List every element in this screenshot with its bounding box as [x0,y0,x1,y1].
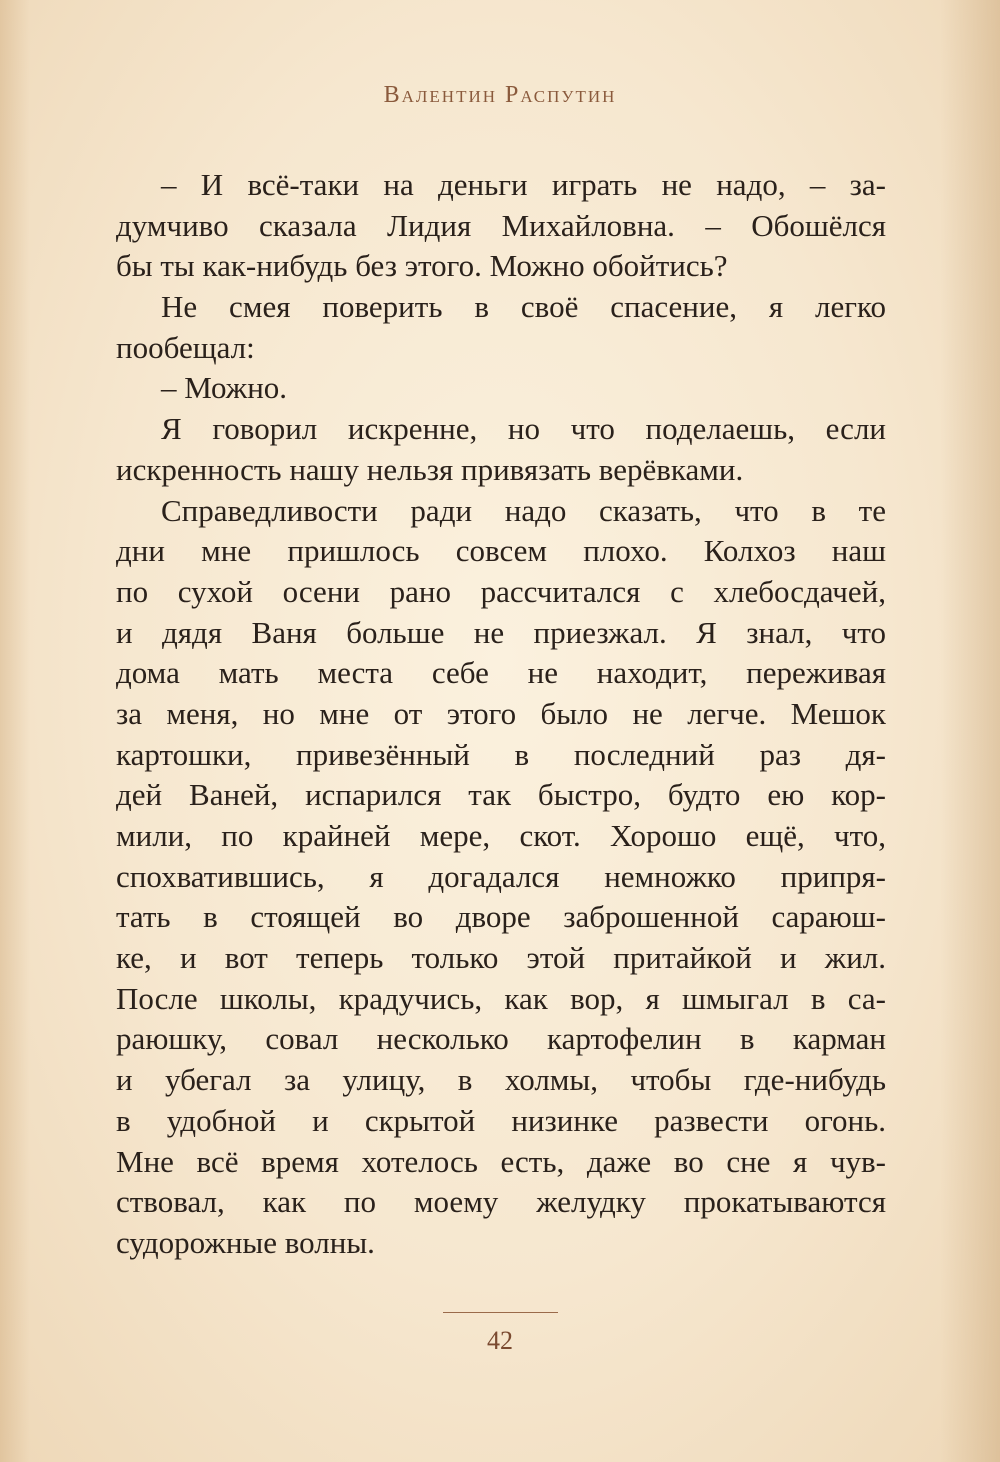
text-line: за меня, но мне от этого было не легче. Мешок [116,695,886,731]
text-line: бы ты как-нибудь без этого. Можно обойтись? [116,248,728,284]
text-line: ствовал, как по моему желудку прокатываются [116,1184,886,1220]
text-line: Я говорил искренне, но что поделаешь, если [161,411,886,447]
body-text [116,165,886,1264]
page-number: 42 [487,1326,513,1355]
text-line: После школы, крадучись, как вор, я шмыгал в са- [116,980,886,1016]
page-edge-shadow-left [0,0,30,1462]
page-edge-shadow-right [940,0,1000,1462]
text-line: по сухой осени рано рассчитался с хлебосдачей, [116,573,886,609]
text-line: Мне всё время хотелось есть, даже во сне я чув- [116,1143,886,1179]
text-line: дома мать места себе не находит, переживая [116,655,886,691]
text-line: в удобной и скрытой низинке развести огонь. [116,1102,886,1138]
footer-divider [443,1312,558,1313]
text-line: дей Ваней, испарился так быстро, будто ею кор- [116,777,886,813]
text-line: думчиво сказала Лидия Михайловна. – Обошёлся [116,207,886,243]
text-line: дни мне пришлось совсем плохо. Колхоз наш [116,533,886,569]
text-line: искренность нашу нельзя привязать верёвками. [116,451,744,487]
text-line: картошки, привезённый в последний раз дя- [116,736,886,772]
text-line: – И всё-таки на деньги играть не надо, – за- [161,167,886,202]
text-line: ке, и вот теперь только этой притайкой и жил. [116,940,886,976]
text-line: раюшку, совал несколько картофелин в карман [116,1021,886,1057]
text-line: судорожные волны. [116,1224,375,1260]
text-line: Не смея поверить в своё спасение, я легко [161,289,886,325]
text-line: спохватившись, я догадался немножко припря- [116,858,886,894]
text-line: и убегал за улицу, в холмы, чтобы где-нибудь [116,1062,886,1098]
text-line: – Можно. [161,370,288,406]
text-line: тать в стоящей во дворе заброшенной сараюш- [116,899,886,935]
running-head-author: Валентин Распутин [383,82,617,108]
text-line: мили, по крайней мере, скот. Хорошо ещё, что, [116,818,886,853]
text-line: Справедливости ради надо сказать, что в те [161,492,886,528]
text-line: пообещал: [116,329,255,365]
text-line: и дядя Ваня больше не приезжал. Я знал, что [116,614,886,650]
